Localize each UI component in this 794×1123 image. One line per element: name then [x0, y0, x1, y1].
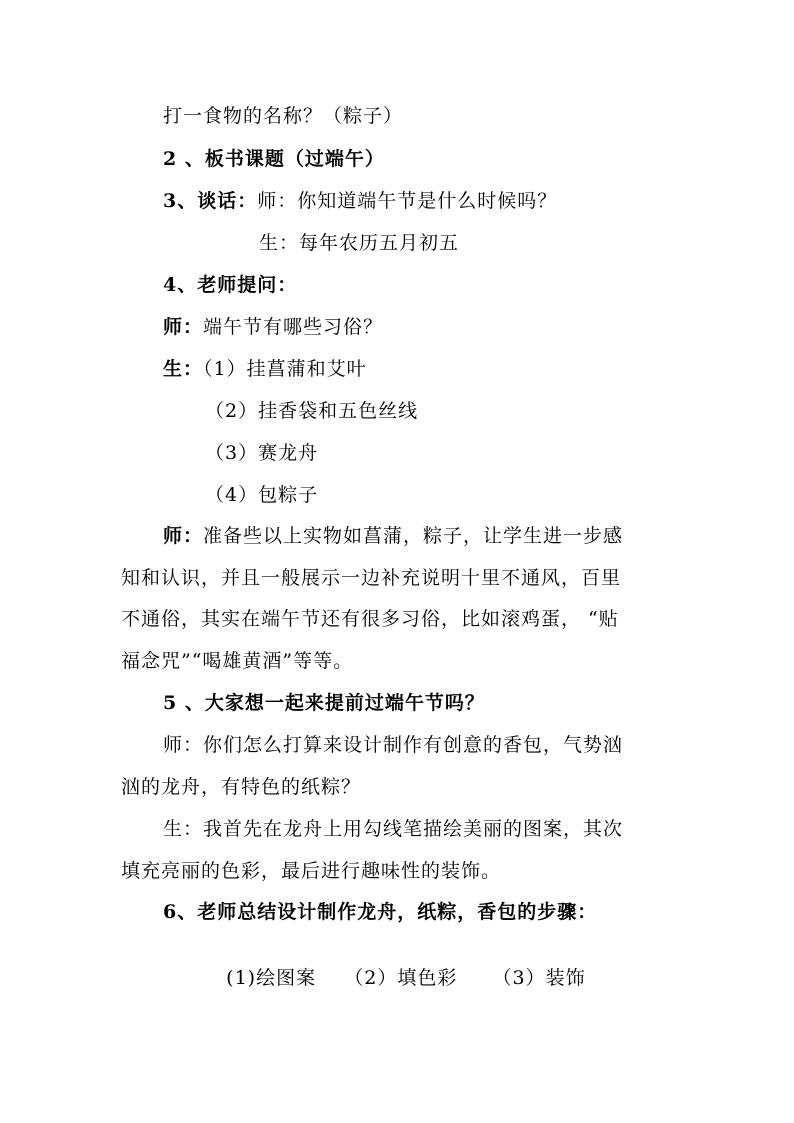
- text: 知和认识，并且一般展示一边补充说明十里不通风，百里: [121, 567, 622, 589]
- steps-list-line: [198, 942, 586, 1014]
- custom-item-2: [205, 399, 418, 423]
- text: 5 、大家想一起来提前过端午节吗？: [163, 692, 485, 714]
- step-4-heading: [163, 273, 297, 297]
- paragraph-line-1: [163, 524, 623, 548]
- custom-item-4: [205, 483, 318, 507]
- text: 打一食物的名称？（粽子）: [163, 105, 404, 127]
- text: 生：每年农历五月初五: [259, 232, 460, 254]
- text: (1)绘图案 （2）填色彩 （3）装饰: [226, 967, 586, 989]
- text: （2）挂香袋和五色丝线: [205, 400, 419, 422]
- text: 准备些以上实物如菖蒲，粽子，让学生进一步感: [203, 525, 624, 547]
- text: 端午节有哪些习俗？: [203, 316, 384, 338]
- text: 师：你们怎么打算来设计制作有创意的香包，气势汹: [163, 734, 624, 756]
- student-paragraph-line-1: [163, 817, 623, 841]
- student-answer-line: [259, 231, 459, 255]
- step-3-line: [163, 189, 557, 213]
- text: 填充亮丽的色彩，最后进行趣味性的装饰。: [121, 860, 502, 882]
- teacher-paragraph-line-1: [163, 733, 623, 757]
- student-paragraph-line-2: [121, 859, 501, 883]
- text: 生：我首先在龙舟上用勾线笔描绘美丽的图案，其次: [163, 818, 624, 840]
- text: （4）包粽子: [205, 484, 319, 506]
- text: 不通俗，其实在端午节还有很多习俗，比如滚鸡蛋， “贴: [121, 608, 619, 630]
- step-5-heading: [163, 691, 485, 715]
- paragraph-line-2: [121, 566, 621, 590]
- text: 福念咒”“喝雄黄酒”等等。: [121, 650, 354, 672]
- teacher-question-line: [163, 315, 383, 339]
- speaker-label: 师：: [163, 525, 204, 547]
- riddle-answer-line: [163, 104, 403, 128]
- step-2-heading: [163, 147, 385, 171]
- step-3-label: 3、谈话：: [163, 190, 258, 212]
- speaker-label: 师：: [163, 316, 204, 338]
- text: 2 、板书课题（过端午）: [163, 148, 385, 170]
- custom-item-3: [205, 441, 318, 465]
- text: 4、老师提问：: [163, 274, 298, 296]
- text: 师：你知道端午节是什么时候吗？: [257, 190, 558, 212]
- text: （3）赛龙舟: [205, 442, 319, 464]
- step-6-heading: [163, 900, 597, 924]
- teacher-paragraph-line-2: [121, 775, 361, 799]
- text: 6、老师总结设计制作龙舟，纸粽，香包的步骤：: [163, 901, 598, 923]
- text: 汹的龙舟，有特色的纸粽？: [121, 776, 362, 798]
- paragraph-line-4: [121, 649, 353, 673]
- text: （1）挂菖蒲和艾叶: [203, 358, 367, 380]
- speaker-label: 生：: [163, 358, 204, 380]
- paragraph-line-3: [121, 607, 619, 631]
- custom-item-1: [163, 357, 367, 381]
